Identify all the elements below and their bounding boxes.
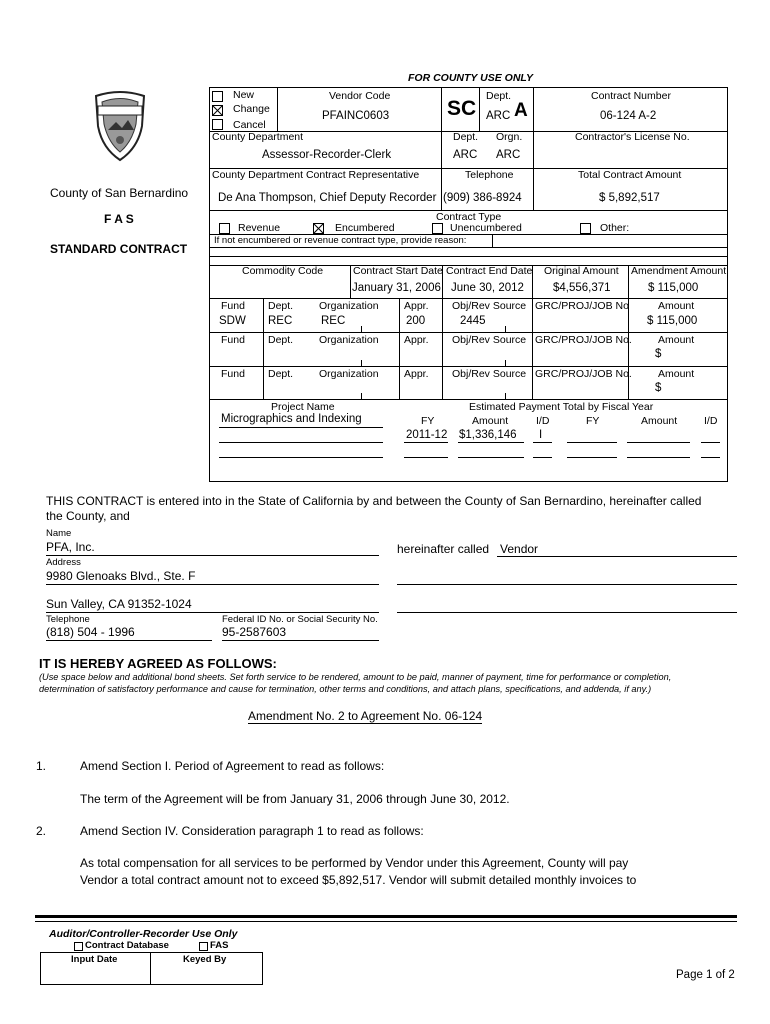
contract-number-label: Contract Number: [591, 90, 671, 102]
new-checkbox[interactable]: [212, 91, 223, 102]
vendor-name-value[interactable]: PFA, Inc.: [46, 540, 95, 554]
fund-amount-value[interactable]: $: [655, 348, 662, 360]
input-date-label: Input Date: [71, 954, 118, 965]
fund-appr-label: Appr.: [404, 334, 429, 346]
start-date-label: Contract Start Date: [353, 265, 443, 277]
license-label: Contractor's License No.: [575, 131, 690, 143]
fund-org-label: Organization: [319, 300, 379, 312]
letter-a: A: [514, 100, 528, 121]
address-line-2[interactable]: Sun Valley, CA 91352-1024: [46, 597, 192, 611]
contract-number-value[interactable]: 06-124 A-2: [600, 110, 657, 122]
bottom-divider: [35, 915, 737, 918]
term-text: The term of the Agreement will be from January 31, 2006 through June 30, 2012.: [80, 792, 510, 806]
amendment-amount-label: Amendment Amount: [631, 265, 727, 277]
keyed-by-label: Keyed By: [183, 954, 227, 965]
commodity-code-label: Commodity Code: [242, 265, 324, 277]
project-name-label: Project Name: [271, 401, 335, 413]
start-date-value[interactable]: January 31, 2006: [352, 282, 441, 294]
change-label: Change: [233, 103, 270, 115]
fund-appr-label: Appr.: [404, 368, 429, 380]
vendor-code-label: Vendor Code: [329, 90, 391, 102]
fund-value[interactable]: SDW: [219, 315, 246, 327]
representative-label: County Department Contract Representative: [212, 169, 420, 181]
original-amount-value[interactable]: $4,556,371: [553, 282, 611, 294]
amount-label-2: Amount: [641, 415, 678, 427]
cancel-label: Cancel: [233, 119, 266, 131]
fund-amount-value[interactable]: $ 115,000: [647, 315, 698, 327]
federal-id-label: Federal ID No. or Social Security No.: [222, 614, 378, 625]
end-date-label: Contract End Date: [446, 265, 533, 277]
vendor-code-value[interactable]: PFAINC0603: [322, 110, 390, 122]
id-label-2: I/D: [704, 415, 718, 427]
fund-appr-label: Appr.: [404, 300, 429, 312]
fund-grc-label: GRC/PROJ/JOB No.: [535, 368, 632, 380]
called-vendor-value[interactable]: Vendor: [500, 542, 539, 556]
fund-dept-label: Dept.: [268, 368, 294, 380]
dept-label: Dept.: [486, 90, 512, 102]
item-number: 2.: [36, 824, 47, 838]
encumbered-checkbox[interactable]: [313, 223, 324, 234]
county-seal-logo: [88, 86, 152, 164]
fund-obj-label: Obj/Rev Source: [452, 300, 527, 312]
total-contract-amount-value[interactable]: $ 5,892,517: [599, 192, 660, 204]
representative-value[interactable]: De Ana Thompson, Chief Deputy Recorder: [218, 192, 437, 204]
fund-amount-label: Amount: [658, 334, 695, 346]
fy-label: FY: [421, 415, 435, 427]
change-checkbox[interactable]: [212, 105, 223, 116]
cancel-checkbox[interactable]: [212, 119, 223, 130]
telephone-label: Telephone: [465, 169, 514, 181]
fy-label-2: FY: [586, 415, 600, 427]
other-label: Other:: [600, 222, 721, 235]
county-name: County of San Bernardino: [50, 186, 189, 200]
vendor-telephone-value[interactable]: (818) 504 - 1996: [46, 625, 135, 639]
end-date-value[interactable]: June 30, 2012: [451, 282, 524, 294]
revenue-checkbox[interactable]: [219, 223, 230, 234]
agreed-heading: IT IS HEREBY AGREED AS FOLLOWS:: [39, 656, 277, 671]
fund-label: Fund: [221, 334, 245, 346]
unencumbered-checkbox[interactable]: [432, 223, 443, 234]
fund-label: Fund: [221, 300, 245, 312]
project-name-value[interactable]: Micrographics and Indexing: [221, 413, 362, 425]
address-line-1[interactable]: 9980 Glenoaks Blvd., Ste. F: [46, 569, 196, 583]
fund-amount-value[interactable]: $: [655, 382, 662, 394]
fund-org-value[interactable]: REC: [321, 315, 346, 327]
fund-grc-label: GRC/PROJ/JOB No.: [535, 334, 632, 346]
sc-code: SC: [447, 97, 477, 120]
unencumbered-label: Unencumbered: [450, 222, 532, 235]
contract-database-checkbox[interactable]: [74, 942, 83, 951]
encumbered-label: Encumbered: [335, 222, 431, 235]
county-department-label: County Department: [212, 131, 304, 143]
amendment-title: Amendment No. 2 to Agreement No. 06-124: [248, 709, 483, 723]
intro-line-2: the County, and: [46, 509, 130, 523]
agreed-instructions-2: determination of satisfactory performance and cause for termination, other terms and conditions, and attach plans, specifications, and addenda, if any.): [39, 684, 652, 694]
telephone-value[interactable]: (909) 386-8924: [443, 192, 522, 204]
new-label: New: [233, 89, 255, 101]
vendor-telephone-label: Telephone: [46, 614, 90, 625]
fas-label: F A S: [104, 212, 134, 226]
original-amount-label: Original Amount: [544, 265, 619, 277]
auditor-title: Auditor/Controller-Recorder Use Only: [49, 928, 238, 940]
fund-org-label: Organization: [319, 368, 379, 380]
orgn-label: Orgn.: [496, 131, 523, 143]
total-contract-amount-label: Total Contract Amount: [578, 169, 682, 181]
item-number: 1.: [36, 759, 47, 773]
fund-grc-label: GRC/PROJ/JOB No: [535, 300, 629, 312]
orgn-value[interactable]: ARC: [496, 149, 521, 161]
compensation-line-2: Vendor a total contract amount not to exceed $5,892,517. Vendor will submit detailed monthly invoices to: [80, 873, 637, 887]
other-checkbox[interactable]: [580, 223, 591, 234]
fy-amount-value[interactable]: $1,336,146: [459, 429, 517, 441]
address-label: Address: [46, 557, 81, 568]
fas-checkbox-label: FAS: [210, 940, 229, 951]
agreed-instructions-1: (Use space below and additional bond sheets. Set forth service to be rendered, amount to be paid, manner of payment, time for performance or completion,: [39, 672, 672, 682]
contract-type-label: Contract Type: [436, 211, 502, 223]
standard-contract-title: STANDARD CONTRACT: [50, 242, 188, 256]
fund-obj-label: Obj/Rev Source: [452, 368, 527, 380]
intro-line-1: THIS CONTRACT is entered into in the State of California by and between the County of San Bernardino, hereinafter called: [46, 494, 702, 508]
fund-dept-label: Dept.: [268, 300, 294, 312]
amendment-amount-value[interactable]: $ 115,000: [648, 282, 699, 294]
fund-dept-value[interactable]: REC: [268, 315, 293, 327]
revenue-label: Revenue: [238, 222, 320, 235]
amount-label: Amount: [472, 415, 509, 427]
dept-value-2[interactable]: ARC: [453, 149, 478, 161]
fy-value[interactable]: 2011-12: [406, 429, 448, 441]
dept-label-2: Dept.: [453, 131, 479, 143]
federal-id-value[interactable]: 95-2587603: [222, 625, 287, 639]
estimated-payment-label: Estimated Payment Total by Fiscal Year: [469, 401, 654, 413]
reason-prompt: If not encumbered or revenue contract type, provide reason:: [214, 235, 467, 246]
county-department-value[interactable]: Assessor-Recorder-Clerk: [262, 149, 392, 161]
contract-database-label: Contract Database: [85, 940, 169, 951]
fas-checkbox[interactable]: [199, 942, 208, 951]
fund-label: Fund: [221, 368, 245, 380]
fund-amount-label: Amount: [658, 368, 695, 380]
page-number: Page 1 of 2: [676, 969, 735, 981]
fund-obj-label: Obj/Rev Source: [452, 334, 527, 346]
dept-value[interactable]: ARC: [486, 110, 511, 122]
for-county-use-only: FOR COUNTY USE ONLY: [408, 72, 534, 84]
id-label: I/D: [536, 415, 550, 427]
fund-appr-value[interactable]: 200: [406, 315, 426, 327]
fund-org-label: Organization: [319, 334, 379, 346]
fy-id-value[interactable]: I: [539, 429, 543, 441]
fund-amount-label: Amount: [658, 300, 695, 312]
item-text: Amend Section IV. Consideration paragraph 1 to read as follows:: [80, 824, 424, 838]
hereinafter-label: hereinafter called: [397, 542, 490, 556]
compensation-line-1: As total compensation for all services to be performed by Vendor under this Agreement, County will pay: [80, 856, 629, 870]
vendor-name-label: Name: [46, 528, 72, 539]
item-text: Amend Section I. Period of Agreement to read as follows:: [80, 759, 385, 773]
fund-obj-value[interactable]: 2445: [460, 315, 486, 327]
fund-dept-label: Dept.: [268, 334, 294, 346]
